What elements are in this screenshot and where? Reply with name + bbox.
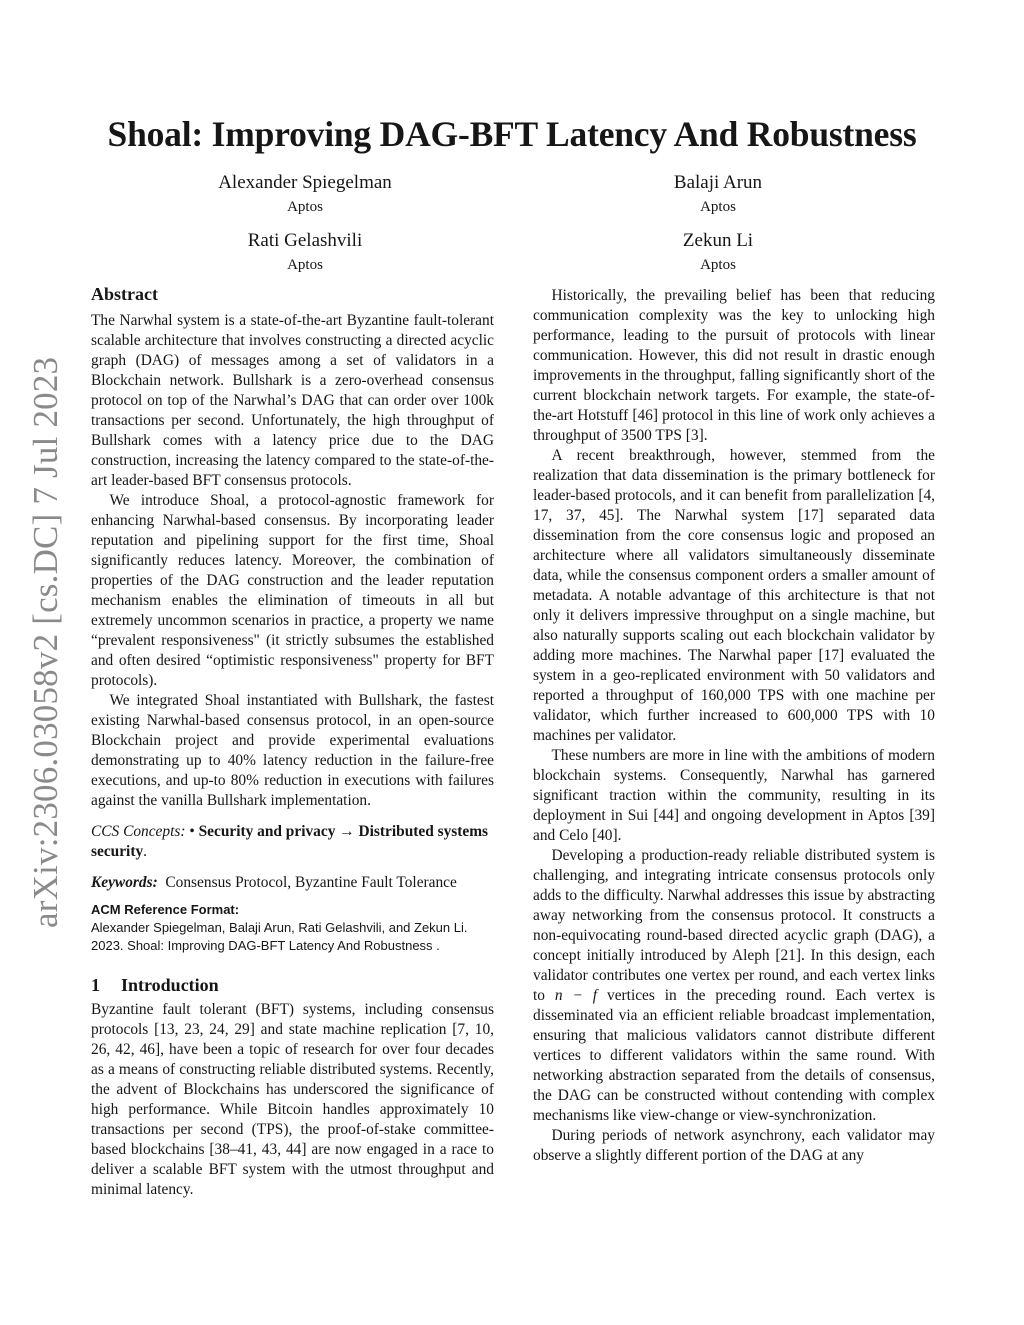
author-name: Balaji Arun [673,172,763,193]
author-name: Alexander Spiegelman [218,172,392,193]
ccs-concepts [91,822,494,862]
section-heading-introduction [91,974,494,996]
math-expression: n − f [554,987,598,1004]
abstract-paragraph: The Narwhal system is a state-of-the-art Byzantine fault-tolerant scalable architecture that involves constructing a directed acyclic graph (DAG) of messages among a set of validators in a Blockchain network. Bullshark is a zero-overhead consensus protocol on top of the Narwhal’s DAG that can order over 100k transactions per second. Unfortunately, the high throughput of Bullshark comes with a latency price due to the DAG construction, increasing the latency compared to the state-of-the-art leader-based BFT consensus protocols. [91,312,494,489]
acm-reference-text: Alexander Spiegelman, Balaji Arun, Rati Gelashvili, and Zekun Li. 2023. Shoal: Improving DAG-BFT Latency And Robustness . [91,920,468,953]
ccs-bullet: • [189,823,195,840]
keywords-label: Keywords: [91,874,158,891]
keywords-text: Consensus Protocol, Byzantine Fault Tolerance [165,874,457,891]
abstract-paragraph: We integrated Shoal instantiated with Bullshark, the fastest existing Narwhal-based consensus protocol, in an open-source Blockchain project and provide experimental evaluations demonstrating up to 40% latency reduction in the failure-free executions, and up-to 80% reduction in executions with failures against the vanilla Bullshark implementation. [91,692,494,809]
body-paragraph: Historically, the prevailing belief has been that reducing communication complexity was the key to unlocking high performance, leading to the pursuit of protocols with linear communication. However, this did not result in drastic enough improvements in the throughput, falling significantly short of the current blockchain network targets. For example, the state-of-the-art Hotstuff [46] protocol in this line of work only achieves a throughput of 3500 TPS [3]. [533,287,935,444]
paragraph-text: vertices in the preceding round. Each vertex is disseminated via an efficient reliable broadcast implementation, ensuring that malicious validators cannot distribute different vertices to different validators within the same round. With networking abstraction separated from the details of consensus, the DAG can be constructed without contending with complex mechanisms like view-change or view-synchronization. [533,987,935,1124]
body-paragraph [533,846,935,1126]
author-affiliation: Aptos [287,199,323,215]
body-paragraph: These numbers are more in line with the ambitions of modern blockchain systems. Consequently, Narwhal has garnered significant traction within the community, resulting in its deployment in Sui [44] and ongoing development in Aptos [39] and Celo [40]. [533,747,935,844]
keywords [91,873,494,893]
paragraph-text: Developing a production-ready reliable distributed system is challenging, and integrating intricate consensus protocols only adds to the difficulty. Narwhal addresses this issue by abstracting away networking from the consensus protocol. It constructs a non-equivocating round-based directed acyclic graph (DAG), a concept initially introduced by Aleph [21]. In this design, each validator contributes one vertex per round, and each vertex links to [533,847,935,1004]
acm-reference-heading: ACM Reference Format: [91,902,240,917]
paper-title: Shoal: Improving DAG-BFT Latency And Robustness [107,114,917,154]
abstract-paragraph: We introduce Shoal, a protocol-agnostic framework for enhancing Narwhal-based consensus. By incorporating leader reputation and pipelining support for the first time, Shoal significantly reduces latency. Moreover, the combination of properties of the DAG construction and the leader reputation mechanism enables the elimination of timeouts in all but extremely uncommon scenarios in practice, a property we name “prevalent responsiveness" (it strictly subsumes the established and often desired “optimistic responsiveness" property for BFT protocols). [91,492,494,689]
body-paragraph: During periods of network asynchrony, each validator may observe a slightly different portion of the DAG at any [533,1127,935,1164]
author-name: Rati Gelashvili [247,230,363,251]
author-affiliation: Aptos [287,257,323,273]
ccs-concept-second: Distributed systems security [91,823,489,860]
section-title: Introduction [121,975,219,995]
ccs-period: . [143,843,147,860]
abstract-heading: Abstract [91,284,158,304]
left-column [91,283,494,1200]
ccs-label: CCS Concepts: [91,823,186,840]
arxiv-identifier: arXiv:2306.03058v2 [cs.DC] 7 Jul 2023 [26,356,65,928]
author-name: Zekun Li [682,230,754,251]
author-affiliation: Aptos [700,199,736,215]
body-paragraph: A recent breakthrough, however, stemmed from the realization that data dissemination is the primary bottleneck for leader-based protocols, and it can benefit from parallelization [4, 17, 37, 45]. The Narwhal system [17] separated data dissemination from the core consensus logic and proposed an architecture where all validators simultaneously disseminate data, while the consensus component orders a smaller amount of metadata. A notable advantage of this architecture is that not only it delivers impressive throughput on a single machine, but also naturally supports scaling out each blockchain validator by adding more machines. The Narwhal paper [17] evaluated the system in a geo-replicated environment with 50 validators and reported a throughput of 160,000 TPS with one machine per validator, which further increased to 600,000 TPS with 10 machines per validator. [533,447,935,744]
ccs-concept-first: Security and privacy [198,823,336,840]
author-block [145,229,465,275]
author-block [145,171,465,217]
section-number: 1 [91,975,100,995]
author-block [558,229,878,275]
right-column [533,286,935,1166]
ccs-arrow: → [339,823,355,840]
author-block [558,171,878,217]
introduction-paragraph: Byzantine fault tolerant (BFT) systems, including consensus protocols [13, 23, 24, 29] and state machine replication [7, 10, 26, 42, 46], have been a topic of research for over four decades as a means of constructing reliable distributed systems. Recently, the advent of Blockchains has underscored the significance of high performance. While Bitcoin handles approximately 10 transactions per second (TPS), the proof-of-stake committee-based blockchains [38–41, 43, 44] are now engaged in a race to deliver a scalable BFT system with the utmost throughput and minimal latency. [91,1001,494,1198]
author-affiliation: Aptos [700,257,736,273]
